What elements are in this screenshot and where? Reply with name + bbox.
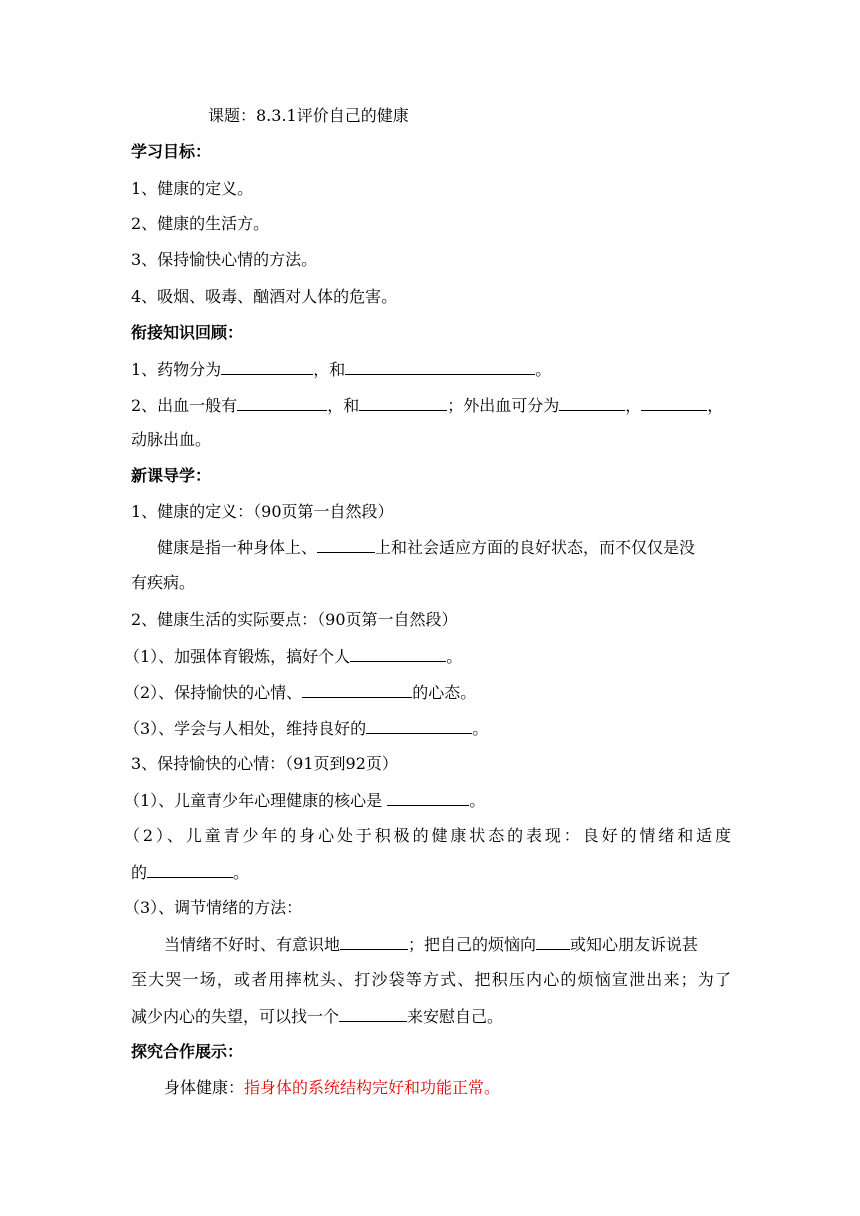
method-paragraph-line-1: 当情绪不好时、有意识地 ；把自己的烦恼向 或知心朋友诉说甚: [164, 935, 699, 954]
review-question-1: 1、药物分为 ，和 。: [131, 360, 552, 379]
goal-item: 1、健康的定义。: [131, 179, 254, 198]
answer-blank[interactable]: [387, 790, 469, 806]
review-question-2-cont: 动脉出血。: [131, 430, 212, 449]
section-3-item-1: （1）、儿童青少年心理健康的核心是 。: [124, 791, 486, 810]
answer-blank[interactable]: [536, 934, 570, 950]
method-paragraph-line-2: 至大哭一场，或者用摔枕头、打沙袋等方式、把积压内心的烦恼宣泄出来；为了: [131, 970, 731, 989]
section-2-title: 2、健康生活的实际要点：（90页第一自然段）: [131, 610, 458, 629]
explore-answer: 身体健康：指身体的系统结构完好和功能正常。: [164, 1078, 501, 1097]
section-2-item-2: （2）、保持愉快的心情、 的心态。: [124, 683, 477, 702]
answer-blank[interactable]: [317, 537, 375, 553]
section-3-item-2: （2）、儿童青少年的身心处于积极的健康状态的表现：良好的情绪和适度: [124, 826, 731, 845]
answer-blank[interactable]: [147, 862, 233, 878]
method-paragraph-line-3: 减少内心的失望，可以找一个 来安慰自己。: [131, 1007, 504, 1026]
answer-blank[interactable]: [237, 395, 327, 411]
section-1-paragraph-cont: 有疾病。: [131, 573, 196, 592]
answer-text-red: 指身体的系统结构完好和功能正常。: [244, 1078, 501, 1097]
goal-item: 2、健康的生活方。: [131, 214, 270, 233]
answer-blank[interactable]: [559, 395, 625, 411]
section-2-item-1: （1）、加强体育锻炼，搞好个人 。: [124, 647, 463, 666]
answer-blank[interactable]: [302, 682, 412, 698]
newlesson-heading: 新课导学：: [131, 466, 212, 485]
review-question-2: 2、出血一般有 ，和 ；外出血可分为 ， ，: [131, 396, 724, 415]
answer-blank[interactable]: [350, 646, 446, 662]
goal-item: 3、保持愉快心情的方法。: [131, 250, 318, 269]
goal-item: 4、吸烟、吸毒、酗酒对人体的危害。: [131, 287, 398, 306]
answer-blank[interactable]: [366, 718, 472, 734]
section-3-item-2-cont: 的 。: [131, 863, 250, 882]
section-2-item-3: （3）、学会与人相处，维持良好的 。: [124, 719, 489, 738]
lesson-title: 课题：8.3.1评价自己的健康: [208, 106, 409, 125]
section-1-paragraph: 健康是指一种身体上、 上和社会适应方面的良好状态，而不仅仅是没: [157, 538, 696, 557]
section-3-item-3: （3）、调节情绪的方法：: [124, 898, 303, 917]
answer-blank[interactable]: [641, 395, 707, 411]
answer-blank[interactable]: [359, 395, 447, 411]
section-3-title: 3、保持愉快的心情：（91页到92页）: [131, 754, 398, 773]
answer-blank[interactable]: [340, 934, 408, 950]
answer-blank[interactable]: [345, 359, 535, 375]
answer-blank[interactable]: [221, 359, 313, 375]
section-1-title: 1、健康的定义：（90页第一自然段）: [131, 502, 394, 521]
goals-heading: 学习目标：: [131, 142, 212, 161]
answer-blank[interactable]: [339, 1006, 407, 1022]
review-heading: 衔接知识回顾：: [131, 323, 244, 342]
explore-heading: 探究合作展示：: [131, 1042, 244, 1061]
